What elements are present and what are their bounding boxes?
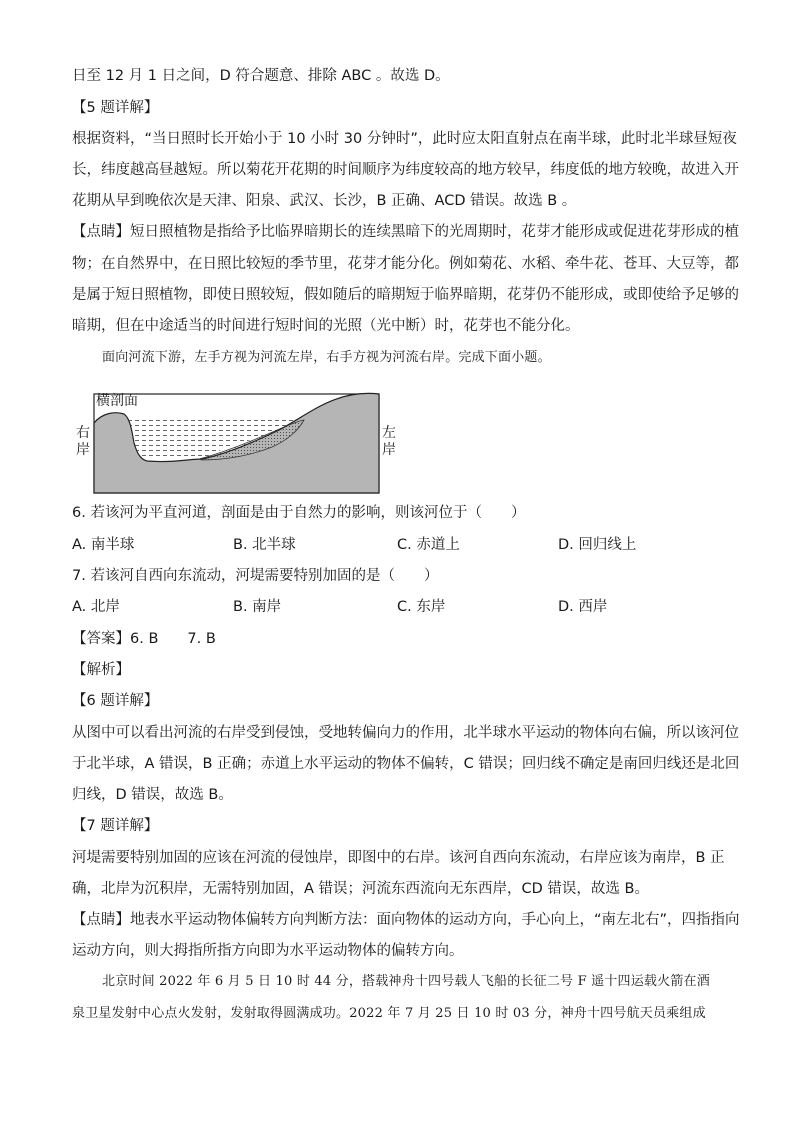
section-heading-q7: 【7 题详解】 [72,818,159,834]
q6-option-d: D. 回归线上 [558,537,637,553]
tip-line: 【点睛】短日照植物是指给予比临界暗期长的连续黑暗下的光周期时，花芽才能形成或促进花芽形成的植 [72,224,739,240]
text-line: 于北半球，A 错误，B 正确；赤道上水平运动的物体不偏转，C 错误；回归线不确定是南回归线还是北回 [72,756,740,772]
answer-line: 【答案】6. B 7. B [72,631,216,647]
text-line: 物；在自然界中，在日照比较短的季节里，花芽才能分化。例如菊花、水稻、牵牛花、苍耳、大豆等，都 [72,256,739,272]
passage-line: 泉卫星发射中心点火发射，发射取得圆满成功。2022 年 7 月 25 日 10 时 03 分，神舟十四号航天员乘组成 [72,1006,706,1021]
text-line: 运动方向，则大拇指所指方向即为水平运动物体的偏转方向。 [72,943,464,959]
right-bank-label: 右 岸 [76,425,90,458]
q7-option-b: B. 南岸 [233,599,282,615]
section-heading-q5: 【5 题详解】 [72,100,159,116]
text-line: 河堤需要特别加固的应该在河流的侵蚀岸，即图中的右岸。该河自西向东流动，右岸应该为南岸，B 正 [72,850,725,866]
text-line: 长，纬度越高昼越短。所以菊花开花期的时间顺序为纬度较高的地方较早，纬度低的地方较晚，故进入开 [72,162,739,178]
text-line: 归线，D 错误，故选 B。 [72,787,233,803]
question-7: 7. 若该河自西向东流动，河堤需要特别加固的是（ ） [72,568,439,584]
instruction-line: 面向河流下游，左手方视为河流左岸，右手方视为河流右岸。完成下面小题。 [102,350,551,365]
q6-option-b: B. 北半球 [233,537,296,553]
question-6: 6. 若该河为平直河道，剖面是由于自然力的影响，则该河位于（ ） [72,505,526,521]
q7-option-a: A. 北岸 [72,599,120,615]
section-heading-q6: 【6 题详解】 [72,693,159,709]
text-line: 根据资料，“当日照时长开始小于 10 小时 30 分钟时”，此时应太阳直射点在南半球，此时北半球昼短夜 [72,131,737,147]
analysis-heading: 【解析】 [72,662,130,678]
text-line: 花期从早到晚依次是天津、阳泉、武汉、长沙，B 正确、ACD 错误。故选 B 。 [72,193,577,209]
text-line: 日至 12 月 1 日之间，D 符合题意、排除 ABC 。故选 D。 [72,68,450,84]
tip-line: 【点睛】地表水平运动物体偏转方向判断方法：面向物体的运动方向，手心向上，“南左北右”，四指指向 [72,912,740,928]
text-line: 是属于短日照植物，即使日照较短，假如随后的暗期短于临界暗期，花芽仍不能形成，或即使给予足够的 [72,287,739,303]
q7-option-d: D. 西岸 [558,599,608,615]
q7-option-c: C. 东岸 [397,599,446,615]
text-line: 从图中可以看出河流的右岸受到侵蚀，受地转偏向力的作用，北半球水平运动的物体向右偏，所以该河位 [72,725,739,741]
river-cross-section-figure [72,383,412,497]
text-line: 确，北岸为沉积岸，无需特别加固，A 错误；河流东西流向无东西岸，CD 错误，故选 B。 [72,881,649,897]
figure-title: 横剖面 [96,393,138,409]
passage-line: 北京时间 2022 年 6 月 5 日 10 时 44 分，搭载神舟十四号载人飞船的长征二号 F 遥十四运载火箭在酒 [102,974,710,989]
q6-option-a: A. 南半球 [72,537,135,553]
q6-option-c: C. 赤道上 [397,537,460,553]
text-line: 暗期，但在中途适当的时间进行短时间的光照（光中断）时，花芽也不能分化。 [72,318,580,334]
left-bank-label: 左 岸 [382,425,396,458]
